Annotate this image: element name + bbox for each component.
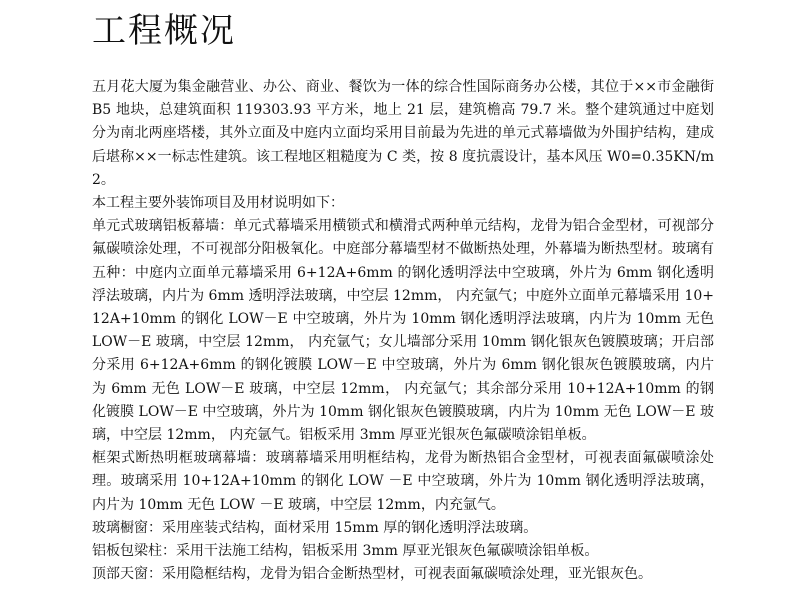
paragraph-top-skylight: 顶部天窗：采用隐框结构，龙骨为铝合金断热型材，可视表面氟碳喷涂处理，亚光银灰色。 bbox=[92, 566, 652, 583]
paragraph-glass-showcase: 玻璃橱窗：采用座装式结构，面材采用 15mm 厚的钢化透明浮法玻璃。 bbox=[92, 519, 538, 536]
document-page bbox=[92, 0, 714, 586]
document-body bbox=[92, 76, 714, 586]
document-title: 工程概况 bbox=[92, 11, 236, 51]
paragraph-unitized-curtain-wall: 单元式玻璃铝板幕墙：单元式幕墙采用横锁式和横滑式两种单元结构，龙骨为铝合金型材，可视部分氟碳喷涂处理，不可视部分阳极氧化。中庭部分幕墙型材不做断热处理，外幕墙为断热型材。玻璃有五种：中庭内立面单元幕墙采用 6+12A+6mm 的钢化透明浮法中空玻璃，外片为 6mm 钢化透明浮法玻璃，内片为 6mm 透明浮法玻璃，中空层 12mm， 内充氩气；中庭外立面单元幕墙采用 10+12A+10mm 的钢化 LOW－E 中空玻璃，外片为 10mm 钢化透明浮法玻璃，内片为 10mm 无色 LOW－E 玻璃，中空层 12mm， 内充氩气；女儿墙部分采用 10mm 钢化银灰色镀膜玻璃；开启部分采用 6+12A+6mm 的钢化镀膜 LOW－E 中空玻璃，外片为 6mm 钢化银灰色镀膜玻璃，内片为 6mm 无色 LOW－E 玻璃，中空层 12mm， 内充氩气；其余部分采用 10+12A+10mm 的钢化镀膜 LOW－E 中空玻璃，外片为 10mm 钢化银灰色镀膜玻璃，内片为 10mm 无色 LOW－E 玻璃，中空层 12mm， 内充氩气。铝板采用 3mm 厚亚光银灰色氟碳喷涂铝单板。 bbox=[92, 218, 714, 444]
paragraph-aluminum-column-cladding: 铝板包梁柱：采用干法施工结构，铝板采用 3mm 厚亚光银灰色氟碳喷涂铝单板。 bbox=[92, 543, 599, 560]
paragraph-materials-intro: 本工程主要外装饰项目及用材说明如下： bbox=[92, 195, 344, 212]
paragraph-frame-curtain-wall: 框架式断热明框玻璃幕墙：玻璃幕墙采用明框结构，龙骨为断热铝合金型材，可视表面氟碳喷涂处理。玻璃采用 10+12A+10mm 的钢化 LOW －E 中空玻璃，外片为 10mm 钢化透明浮法玻璃，内片为 10mm 无色 LOW －E 玻璃，中空层 12mm，内充氩气。 bbox=[92, 450, 714, 513]
paragraph-project-overview: 五月花大厦为集金融营业、办公、商业、餐饮为一体的综合性国际商务办公楼，其位于××市金融街 B5 地块，总建筑面积 119303.93 平方米，地上 21 层，建筑檐高 79.7 米。整个建筑通过中庭划分为南北两座塔楼，其外立面及中庭内立面均采用目前最为先进的单元式幕墙做为外围护结构，建成后堪称××一标志性建筑。该工程地区粗糙度为 C 类，按 8 度抗震设计，基本风压 W0=0.35KN/m2。 bbox=[92, 79, 714, 188]
